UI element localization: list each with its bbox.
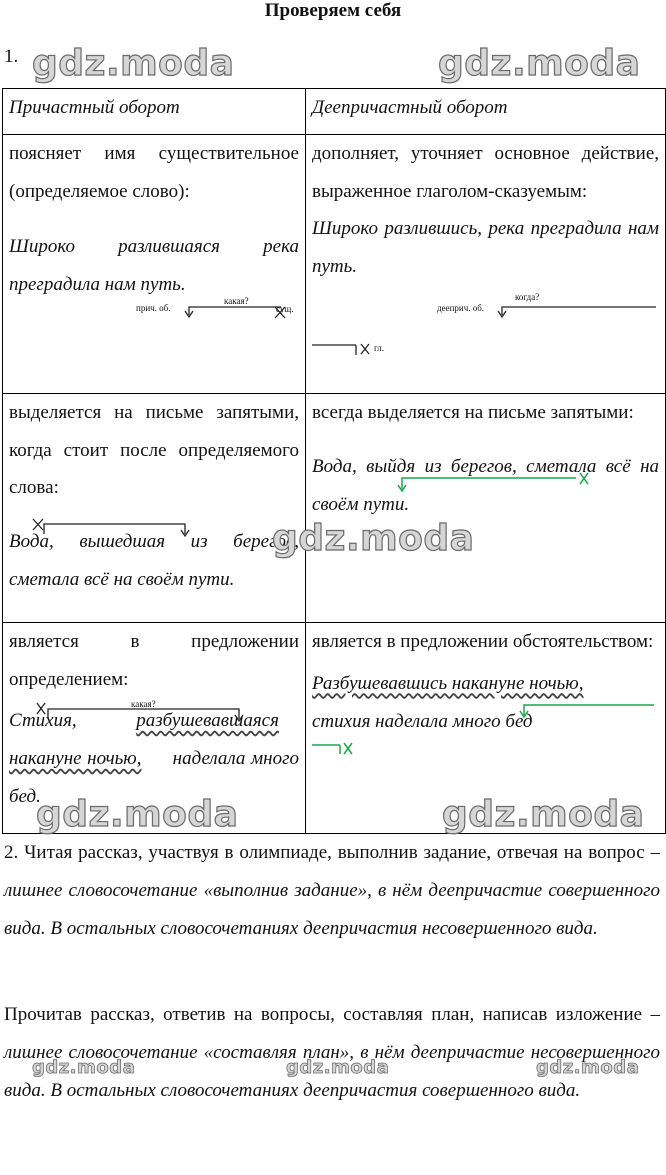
p2-lead: Прочитав рассказ, ответив на вопросы, составляя план, написав изложение – (4, 1004, 660, 1025)
watermark: gdz.moda (438, 43, 641, 84)
watermark: gdz.moda (32, 1057, 136, 1078)
example-adverbial: Разбушевавшись накануне ночью, (312, 672, 584, 694)
label-question: какая? (224, 296, 249, 306)
header-adverbial: Деепричастный оборот (306, 89, 666, 135)
label-question: когда? (515, 292, 540, 302)
row1-left-text: поясняет имя существительное (определяемое слово): (9, 143, 299, 202)
label-participle-phrase: прич. об. (136, 303, 171, 313)
example-participle-cont: накануне ночью, (9, 748, 142, 769)
row2-right (306, 394, 666, 623)
row1-right (306, 135, 666, 394)
row1-right-arrow (306, 135, 666, 393)
label-question: какая? (131, 699, 156, 709)
p1-italic: лишнее словосочетание «выполнив задание», в нём деепричастие совершенного вида. В остальных словосочетаниях деепричастия несовершенного вида. (4, 880, 660, 939)
comparison-table (2, 88, 666, 834)
row2-right-example: Вода, выйдя из берегов, сметала всё на своём пути. (312, 455, 659, 515)
watermark: gdz.moda (442, 794, 645, 835)
row2-left-arrow (3, 394, 306, 622)
row3-right-text: является в предложении обстоятельством: (312, 631, 654, 652)
p1-lead: 2. Читая рассказ, участвуя в олимпиаде, выполнив задание, отвечая на вопрос – (4, 842, 660, 863)
p2-italic: лишнее словосочетание «составляя план», в нём деепричастие несовершенного вида. В остальных словосочетаниях деепричастия совершенного вида. (4, 1042, 660, 1101)
row2-right-text: всегда выделяется на письме запятыми: (312, 402, 634, 423)
row1-right-example: Широко разлившись, река преградила нам путь. (312, 218, 659, 277)
label-verb: гл. (374, 343, 384, 353)
watermark: gdz.moda (536, 1057, 640, 1078)
watermark: gdz.moda (32, 43, 235, 84)
page-title: Проверяем себя (264, 0, 402, 21)
label-noun: сущ. (276, 304, 294, 314)
example-rest: наделала много бед. (9, 748, 299, 807)
section2-paragraph-1 (4, 834, 660, 948)
row1-left-example: Широко разлившаяся река преградила нам путь. (9, 236, 299, 295)
row2-left (3, 394, 306, 623)
header-participle: Причастный оборот (3, 89, 306, 135)
row3-left-text: является в предложении определением: (9, 631, 299, 690)
watermark: gdz.moda (286, 1057, 390, 1078)
section-number: 1. (4, 46, 19, 67)
row1-left (3, 135, 306, 394)
row2-left-example: Вода, вышедшая из берегов, сметала всё на своём пути. (9, 530, 299, 590)
row1-right-text: дополняет, уточняет основное действие, выраженное глаголом-сказуемым: (312, 143, 659, 202)
watermark: gdz.moda (272, 518, 475, 559)
watermark: gdz.moda (36, 794, 239, 835)
example-word: Стихия, (9, 710, 77, 731)
row1-left-arrow (3, 135, 306, 393)
row2-left-text: выделяется на письме запятыми, когда стоит после определяемого слова: (9, 402, 299, 498)
example-rest: стихия наделала много бед (312, 710, 533, 732)
example-participle: разбушевавшаяся (136, 710, 279, 731)
section2-paragraph-2 (4, 996, 660, 1110)
label-adverbial-phrase: дееприч. об. (437, 303, 485, 313)
row2-right-arrow (306, 394, 666, 622)
